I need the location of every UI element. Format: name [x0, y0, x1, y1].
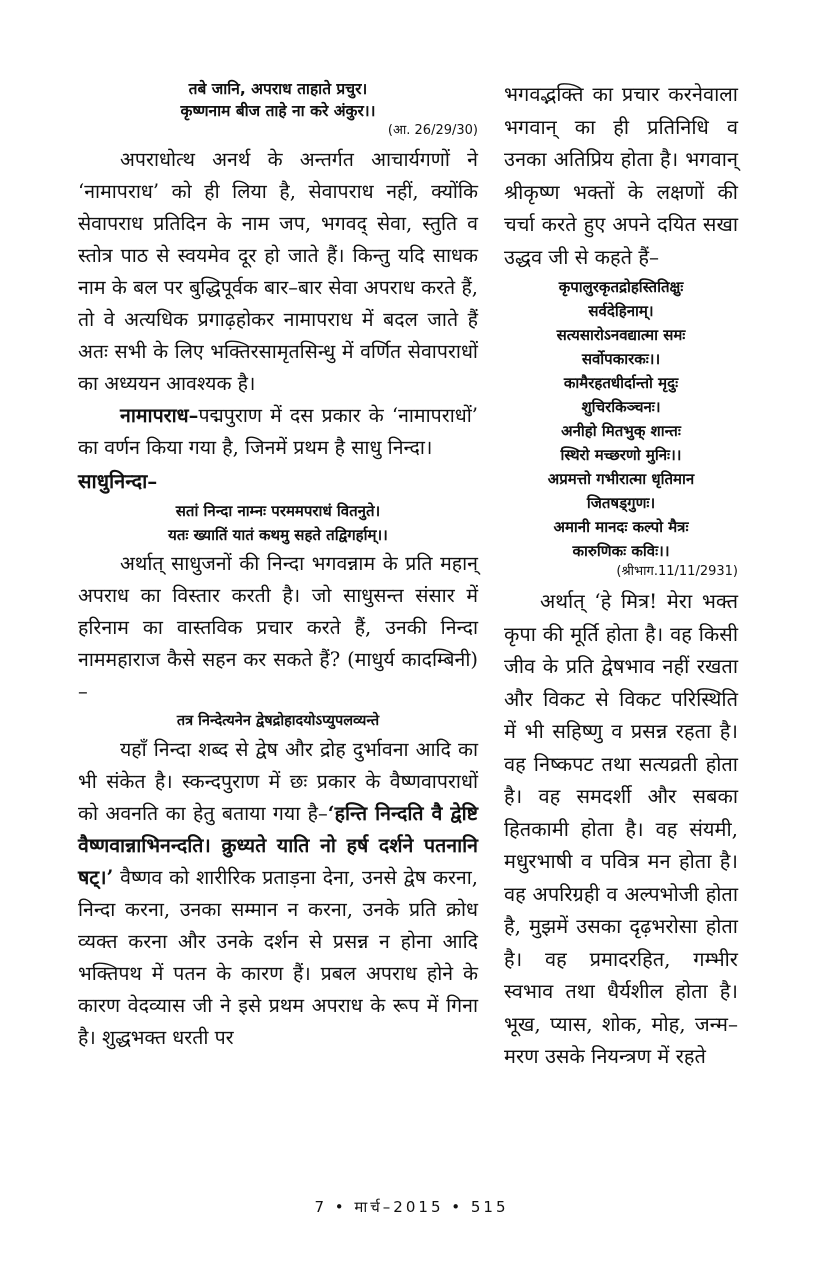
- left-column: [78, 78, 478, 1054]
- verse-line: स्थिरो मच्छरणो मुनिः।।: [560, 446, 682, 464]
- paragraph-text: यहाँ निन्दा शब्द से द्वेष और द्रोह दुर्भावना आदि का भी संकेत है। स्कन्दपुराण में छः प्रकार के वैष्णवापराधों को अवनति का हेतु बताया गया है–: [78, 738, 478, 825]
- paragraph: भगवद्भक्ति का प्रचार करनेवाला भगवान् का ही प्रतिनिधि व उनका अतिप्रिय होता है। भगवान् श्रीकृष्ण भक्तों के लक्षणों की चर्चा करते हुए अपने दयित सखा उद्धव जी से कहते हैं–: [504, 82, 738, 269]
- verse-line: कामैरहतधीर्दान्तो मृदुः: [563, 374, 679, 392]
- verse-line: कृष्णनाम बीज ताहे ना करे अंकुर।।: [180, 102, 376, 120]
- verse-line: सत्यसारोऽनवद्यात्मा समः: [556, 326, 686, 344]
- verse-line: अमानी मानदः कल्पो मैत्रः: [553, 518, 689, 536]
- paragraph-text: पद्मपुराण में दस प्रकार के ‘नामापराधों’ का वर्णन किया गया है, जिनमें प्रथम है साधु निन्दा।: [78, 404, 478, 459]
- section-heading: साधुनिन्दा–: [78, 469, 158, 493]
- paragraph: अर्थात् ‘हे मित्र! मेरा भक्त कृपा की मूर्ति होता है। वह किसी जीव के प्रति द्वेषभाव नहीं रखता और विकट से विकट परिस्थिति में भी सहिष्णु व प्रसन्न रहता है। वह निष्कपट तथा सत्यव्रती होता है। वह समदर्शी और सबका हितकामी होता है। वह संयमी, मधुरभाषी व पवित्र मन होता है। वह अपरिग्रही व अल्पभोजी होता है, मुझमें उसका दृढ़भरोसा होता है। वह प्रमादरहित, गम्भीर स्वभाव तथा धैर्यशील होता है। भूख, प्यास, शोक, मोह, जन्म–मरण उसके नियन्त्रण में रहते: [504, 589, 738, 1068]
- paragraph: अर्थात् साधुजनों की निन्दा भगवन्नाम के प्रति महान् अपराध का विस्तार करती है। जो साधुसन्त संसार में हरिनाम का वास्तविक प्रचार करते हैं, उनकी निन्दा नाममहाराज कैसे सहन कर सकते हैं? (माधुर्य कादम्बिनी) –: [78, 552, 478, 703]
- verse-line: कृपालुरकृतद्रोहस्तितिक्षुः: [558, 278, 684, 296]
- paragraph: अपराधोत्थ अनर्थ के अन्तर्गत आचार्यगणों ने ‘नामापराध’ को ही लिया है, सेवापराध नहीं, क्योंकि सेवापराध प्रतिदिन के नाम जप, भगवद् सेवा, स्तुति व स्तोत्र पाठ से स्वयमेव दूर हो जाते हैं। किन्तु यदि साधक नाम के बल पर बुद्धिपूर्वक बार–बार सेवा अपराध करते हैं, तो वे अत्यधिक प्रगाढ़होकर नामापराध में बदल जाते हैं अतः सभी के लिए भक्तिरसामृतसिन्धु में वर्णित सेवापराधों का अध्ययन आवश्यक है।: [78, 148, 478, 395]
- verse-line: सर्वोपकारकः।।: [581, 350, 661, 368]
- verse-block: [504, 275, 738, 563]
- paragraph: [78, 734, 478, 1054]
- verse-line: अनीहो मितभुक् शान्तः: [561, 422, 681, 440]
- verse-reference: (श्रीभाग.11/11/2931): [616, 564, 738, 579]
- verse-line: जितषड्गुणः।: [586, 494, 656, 512]
- paragraph: [78, 400, 478, 464]
- verse-line: तबे जानि, अपराध ताहाते प्रचुर।: [188, 80, 368, 98]
- sanskrit-line: तत्र निन्देत्यनेन द्वेषद्रोहादयोऽप्युपलव्यन्ते: [176, 713, 380, 729]
- quoted-verse: ‘हन्ति निन्दति वै द्वेष्टि वैष्णवान्नाभिनन्दति। क्रुध्यते याति नो हर्ष दर्शने पतनानि षट्।’: [78, 802, 479, 889]
- verse-line: यतः ख्यातिं यातं कथमु सहते तद्विगर्हाम्।।: [168, 526, 388, 544]
- verse-line: सर्वदेहिनाम्।: [588, 302, 654, 320]
- verse-line: कारुणिकः कविः।।: [572, 542, 670, 560]
- verse-reference: (आ. 26/29/30): [387, 123, 478, 138]
- paragraph-text: वैष्णव को शारीरिक प्रताड़ना देना, उनसे द्वेष करना, निन्दा करना, उनका सम्मान न करना, उनके प्रति क्रोध व्यक्त करना और उनके दर्शन से प्रसन्न न होना आदि भक्तिपथ में पतन के कारण हैं। प्रबल अपराध होने के कारण वेदव्यास जी ने इसे प्रथम अपराध के रूप में गिना है। शुद्धभक्त धरती पर: [78, 866, 478, 1049]
- verse-line: सतां निन्दा नाम्नः परममपराधं वितनुते।: [175, 502, 381, 520]
- paragraph-heading: नामापराध–: [120, 404, 199, 427]
- right-column: [504, 78, 738, 1073]
- page-footer: 7 • मार्च–2015 • 515: [314, 1198, 509, 1216]
- verse-line: अप्रमत्तो गभीरात्मा धृतिमान: [547, 470, 695, 488]
- verse-line: शुचिरकिञ्चनः।: [581, 398, 661, 416]
